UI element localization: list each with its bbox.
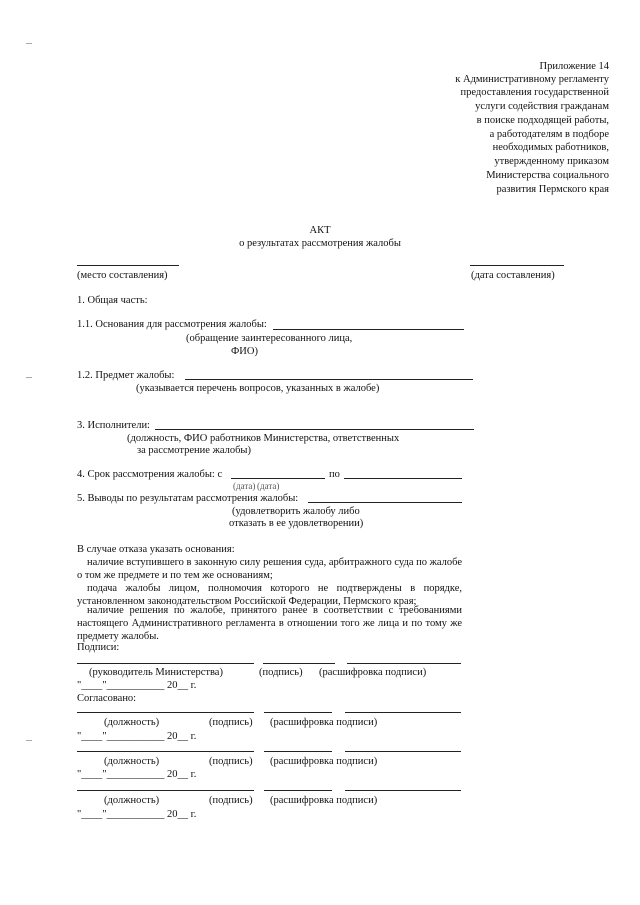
subject-label: 1.2. Предмет жалобы: bbox=[77, 370, 175, 381]
agreed-label: Согласовано: bbox=[77, 693, 137, 704]
grounds-line bbox=[273, 329, 464, 330]
term-label: 4. Срок рассмотрения жалобы: с bbox=[77, 469, 223, 480]
document-subtitle: о результатах рассмотрения жалобы bbox=[239, 238, 401, 249]
date-field: "____"___________ 20__ г. bbox=[77, 769, 197, 780]
appendix-line: утвержденному приказом bbox=[494, 156, 609, 167]
place-label: (место составления) bbox=[77, 270, 168, 281]
signature-line bbox=[264, 712, 332, 713]
date-field: "____"___________ 20__ г. bbox=[77, 809, 197, 820]
head-signature-line bbox=[263, 663, 335, 664]
term-from-line bbox=[231, 478, 325, 479]
signatures-label: Подписи: bbox=[77, 642, 120, 653]
decoding-line bbox=[345, 751, 461, 752]
term-from-hint: (дата) bbox=[233, 481, 256, 491]
decoding-hint: (расшифровка подписи) bbox=[270, 717, 378, 728]
head-decoding-line bbox=[347, 663, 461, 664]
position-line bbox=[77, 751, 254, 752]
date-label: (дата составления) bbox=[471, 270, 555, 281]
decoding-hint: (расшифровка подписи) bbox=[270, 795, 378, 806]
decoding-hint: (расшифровка подписи) bbox=[319, 667, 427, 678]
decoding-line bbox=[345, 712, 461, 713]
signature-line bbox=[264, 790, 332, 791]
position-line bbox=[77, 712, 254, 713]
appendix-line: в поиске подходящей работы, bbox=[476, 115, 609, 126]
conclusions-label: 5. Выводы по результатам рассмотрения жалобы: bbox=[77, 493, 299, 504]
executors-line bbox=[155, 429, 474, 430]
section-general: 1. Общая часть: bbox=[77, 295, 148, 306]
scan-mark bbox=[26, 740, 32, 741]
refusal-paragraph: наличие вступившего в законную силу решения суда, арбитражного суда по жалобе о том же предмете и по тем же основаниям; bbox=[77, 557, 462, 581]
conclusions-hint: отказать в ее удовлетворении) bbox=[229, 518, 364, 529]
signature-hint: (подпись) bbox=[209, 717, 253, 728]
decoding-line bbox=[345, 790, 461, 791]
position-line bbox=[77, 790, 254, 791]
appendix-line: Приложение 14 bbox=[539, 61, 609, 72]
refusal-intro: В случае отказа указать основания: bbox=[77, 544, 235, 555]
subject-hint: (указывается перечень вопросов, указанных в жалобе) bbox=[136, 383, 380, 394]
document-title: АКТ bbox=[309, 225, 331, 236]
term-to-hint: (дата) bbox=[257, 481, 280, 491]
date-field: "____"___________ 20__ г. bbox=[77, 680, 197, 691]
grounds-hint: ФИО) bbox=[231, 346, 258, 357]
conclusions-line bbox=[308, 502, 462, 503]
position-hint: (должность) bbox=[104, 756, 160, 767]
date-line bbox=[470, 265, 564, 266]
appendix-line: развития Пермского края bbox=[496, 184, 609, 195]
appendix-line: предоставления государственной bbox=[460, 87, 609, 98]
decoding-hint: (расшифровка подписи) bbox=[270, 756, 378, 767]
position-hint: (должность) bbox=[104, 795, 160, 806]
appendix-line: Министерства социального bbox=[486, 170, 609, 181]
scan-mark bbox=[26, 43, 32, 44]
signature-line bbox=[264, 751, 332, 752]
executors-hint: за рассмотрение жалобы) bbox=[137, 445, 251, 456]
signature-hint: (подпись) bbox=[209, 795, 253, 806]
refusal-paragraph: наличие решения по жалобе, принятого ранее в соответствии с требованиями настоящего Административного регламента в отношении того же лица и по тому же предмету жалобы. bbox=[77, 605, 462, 642]
signature-hint: (подпись) bbox=[209, 756, 253, 767]
head-position-line bbox=[77, 663, 254, 664]
appendix-line: а работодателям в подборе bbox=[489, 129, 609, 140]
term-to-label: по bbox=[329, 469, 340, 480]
head-position-hint: (руководитель Министерства) bbox=[89, 667, 223, 678]
grounds-label: 1.1. Основания для рассмотрения жалобы: bbox=[77, 319, 267, 330]
date-field: "____"___________ 20__ г. bbox=[77, 731, 197, 742]
term-to-line bbox=[344, 478, 462, 479]
scan-mark bbox=[26, 377, 32, 378]
appendix-line: к Административному регламенту bbox=[455, 74, 609, 85]
position-hint: (должность) bbox=[104, 717, 160, 728]
executors-hint: (должность, ФИО работников Министерства, ответственных bbox=[127, 433, 400, 444]
appendix-line: необходимых работников, bbox=[492, 142, 609, 153]
conclusions-hint: (удовлетворить жалобу либо bbox=[232, 506, 360, 517]
signature-hint: (подпись) bbox=[259, 667, 303, 678]
appendix-line: услуги содействия гражданам bbox=[475, 101, 609, 112]
refusal-paragraph: подача жалобы лицом, полномочия которого не подтверждены в порядке, установленном законодательством Российской Федерации, Пермского края; bbox=[77, 583, 462, 607]
subject-line bbox=[185, 379, 473, 380]
grounds-hint: (обращение заинтересованного лица, bbox=[186, 333, 353, 344]
place-line bbox=[77, 265, 179, 266]
executors-label: 3. Исполнители: bbox=[77, 420, 150, 431]
